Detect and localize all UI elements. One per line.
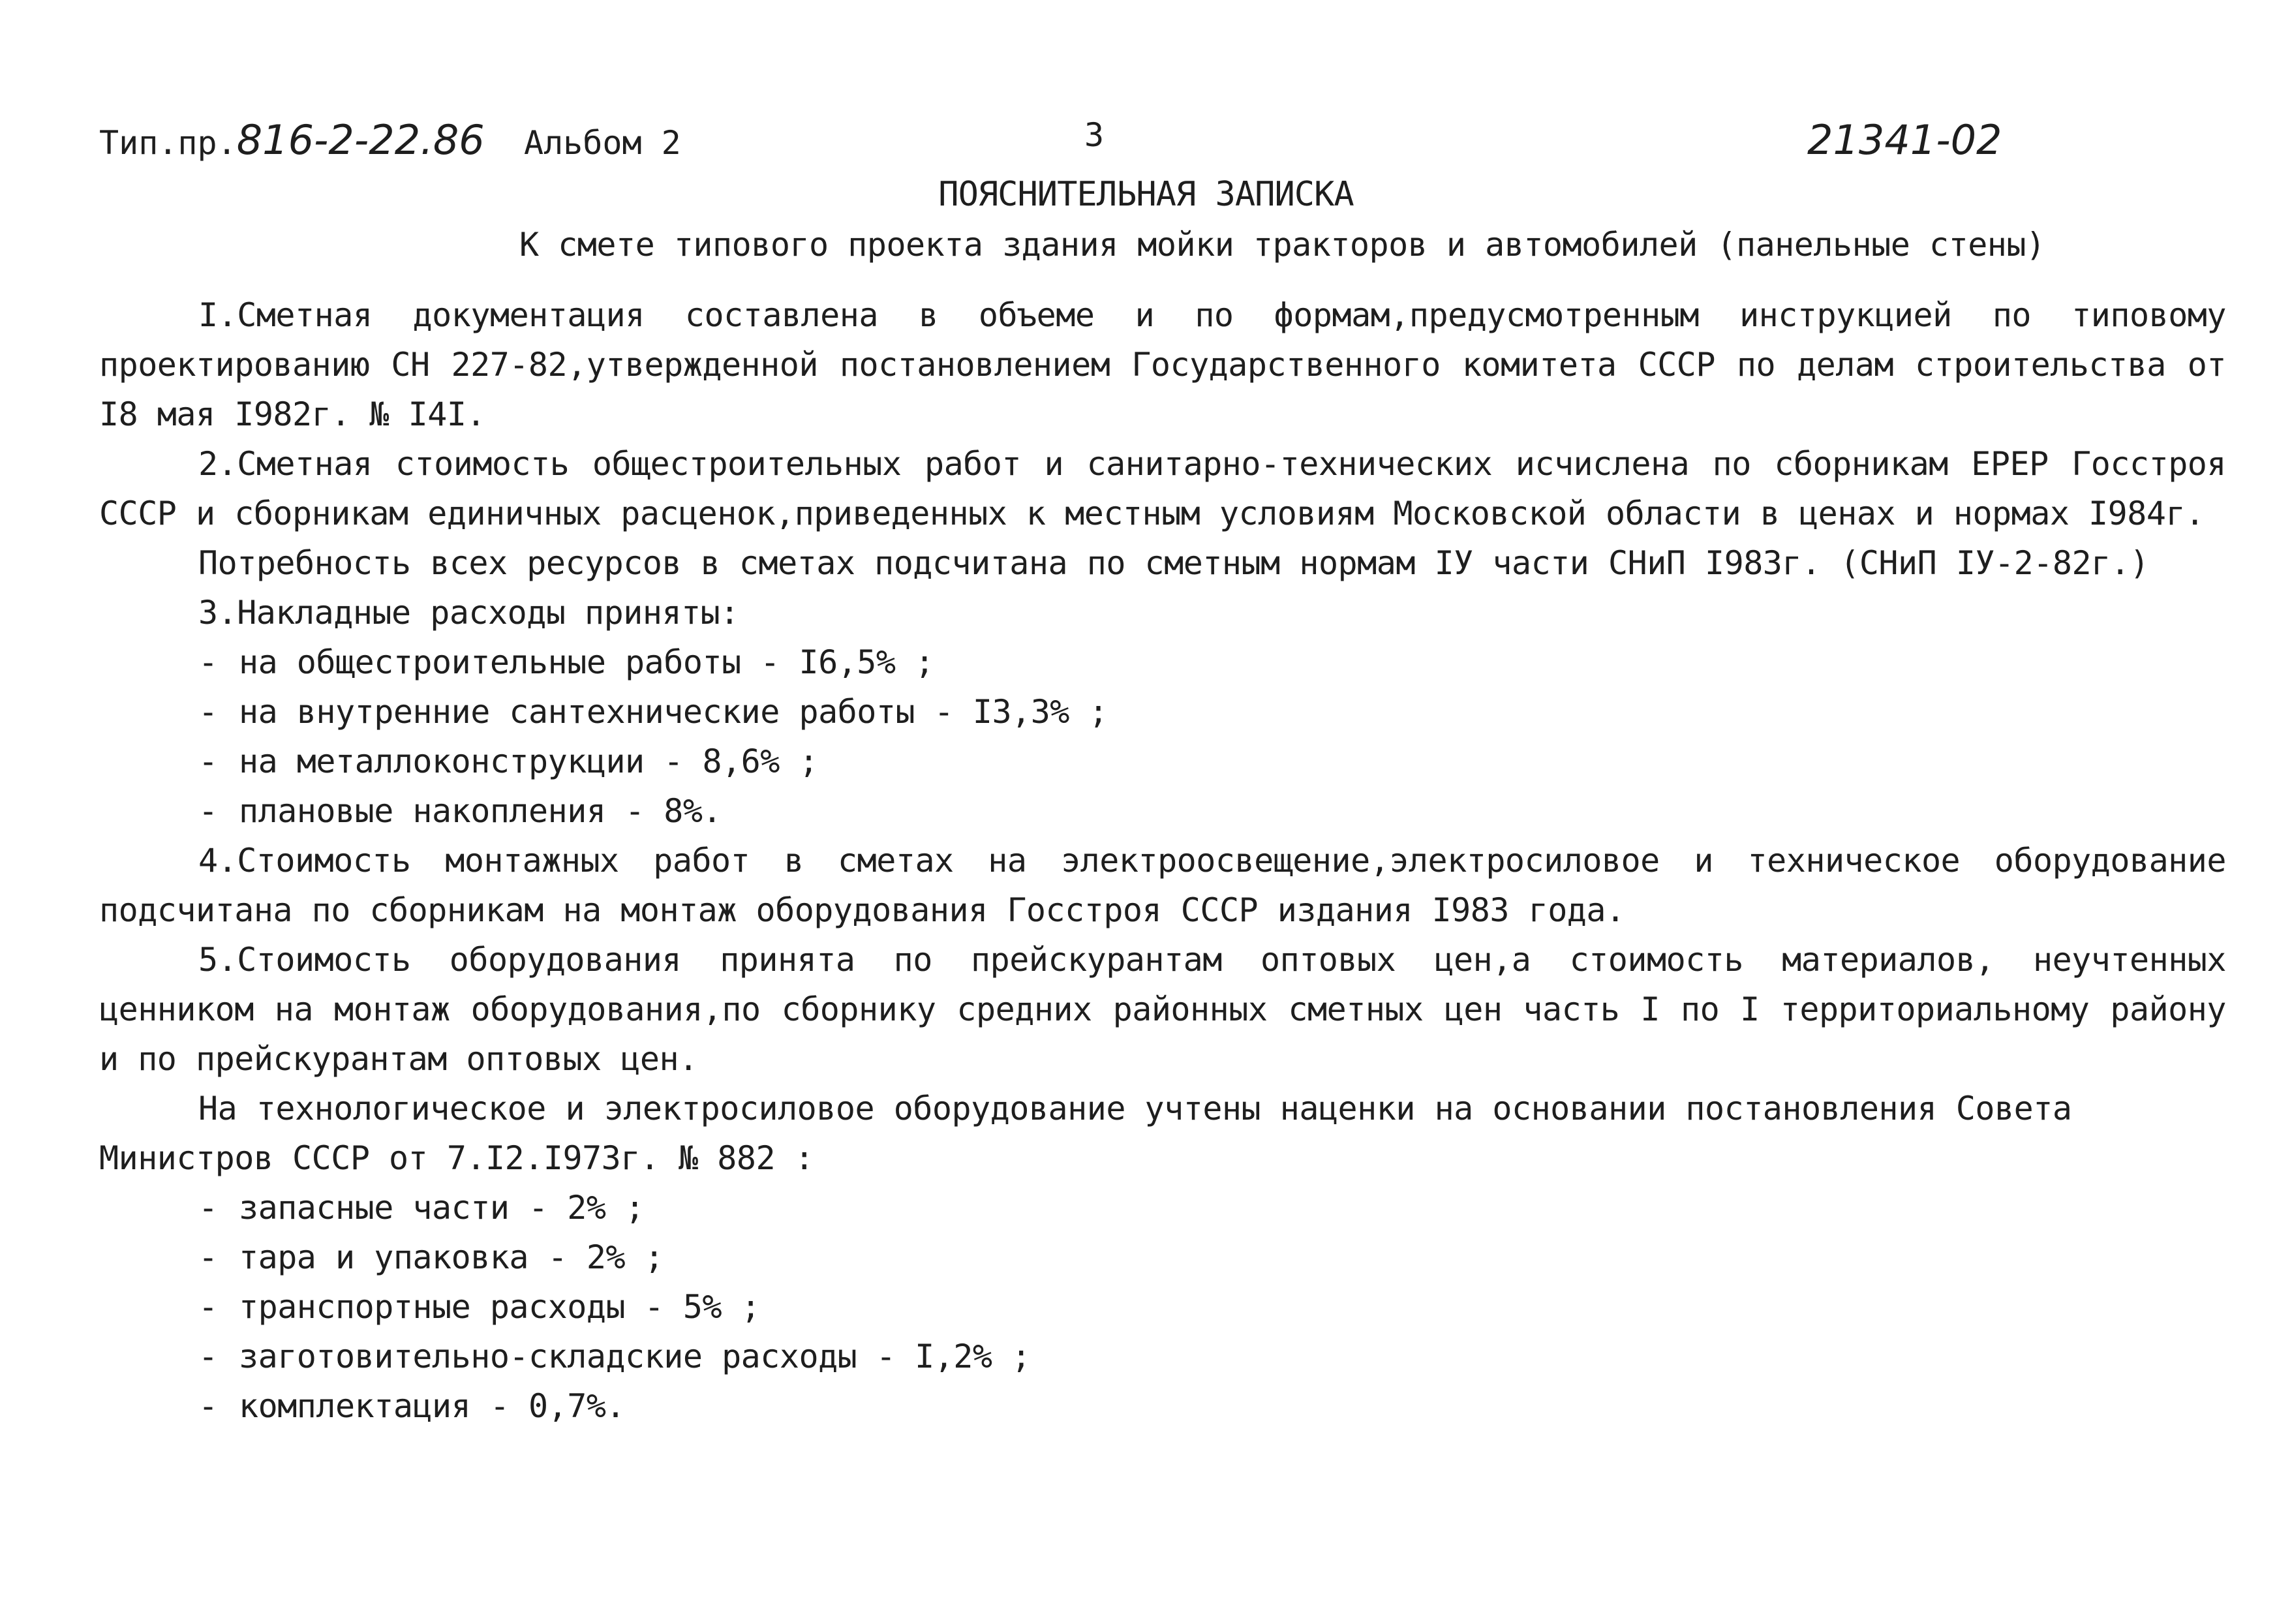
overhead-list	[99, 637, 2226, 836]
paragraph-5: 5.Стоимость оборудования принята по прейскурантам оптовых цен,а стоимость материалов, неучтенных ценником на монтаж оборудования,по сборнику средних районных сметных цен часть I по I территориальному району и по прейскурантам оптовых цен.	[99, 941, 2226, 1078]
paragraph-3: 3.Накладные расходы приняты:	[198, 594, 739, 632]
list-item-text: запасные части - 2% ;	[239, 1189, 645, 1227]
list-item-text: транспортные расходы - 5% ;	[239, 1288, 761, 1326]
list-item	[99, 687, 2226, 737]
list-item	[99, 1183, 2226, 1233]
paragraph-6: На технологическое и электросиловое оборудование учтены наценки на основании постановления Совета Министров СССР от 7.I2.I973г. № 882 :	[99, 1090, 2072, 1177]
list-item-text: на внутренние сантехнические работы - I3,3% ;	[239, 693, 1108, 731]
bullet-dash: -	[198, 1387, 218, 1425]
document-subtitle: К смете типового проекта здания мойки тракторов и автомобилей (панельные стены)	[519, 226, 2045, 264]
header-album: Альбом 2	[523, 124, 681, 162]
list-item	[99, 637, 2226, 687]
list-item	[99, 737, 2226, 786]
paragraph-1: I.Сметная документация составлена в объеме и по формам,предусмотренным инструкцией по типовому проектированию СН 227-82,утвержденной постановлением Государственного комитета СССР по делам строительства от I8 мая I982г. № I4I.	[99, 296, 2226, 433]
bullet-dash: -	[198, 743, 218, 780]
list-item	[99, 1381, 2226, 1431]
paragraph-2b: Потребность всех ресурсов в сметах подсчитана по сметным нормам IУ части СНиП I983г. (СНиП IУ-2-82г.)	[198, 544, 2149, 582]
paragraph-4: 4.Стоимость монтажных работ в сметах на электроосвещение,электросиловое и техническое оборудование подсчитана по сборникам на монтаж оборудования Госстроя СССР издания I983 года.	[99, 842, 2226, 929]
document-title: ПОЯСНИТЕЛЬНАЯ ЗАПИСКА	[938, 175, 1354, 214]
bullet-dash: -	[198, 1189, 218, 1227]
bullet-dash: -	[198, 1338, 218, 1375]
list-item-text: заготовительно-складские расходы - I,2% ;	[239, 1338, 1031, 1375]
header-project	[99, 116, 681, 164]
header-doc-number: 21341-02	[1807, 116, 2002, 164]
list-item-text: на общестроительные работы - I6,5% ;	[239, 643, 934, 681]
list-item	[99, 1332, 2226, 1381]
paragraph-2: 2.Сметная стоимость общестроительных работ и санитарно-технических исчислена по сборникам ЕРЕР Госстроя СССР и сборникам единичных расценок,приведенных к местным условиям Московской области в ценах и нормах I984г.	[99, 445, 2226, 532]
list-item-text: на металлоконструкции - 8,6% ;	[239, 743, 819, 780]
markup-list	[99, 1183, 2226, 1431]
header-page-number: 3	[1084, 116, 1105, 154]
list-item-text: плановые накопления - 8%.	[239, 792, 722, 830]
document-body	[99, 290, 2226, 1431]
list-item	[99, 1233, 2226, 1282]
list-item-text: тара и упаковка - 2% ;	[239, 1238, 664, 1276]
bullet-dash: -	[198, 1288, 218, 1326]
list-item	[99, 1282, 2226, 1332]
list-item	[99, 786, 2226, 836]
bullet-dash: -	[198, 693, 218, 731]
header-prefix: Тип.пр.	[99, 124, 237, 162]
list-item-text: комплектация - 0,7%.	[239, 1387, 626, 1425]
bullet-dash: -	[198, 643, 218, 681]
bullet-dash: -	[198, 1238, 218, 1276]
bullet-dash: -	[198, 792, 218, 830]
header-project-code: 816-2-22.86	[236, 116, 485, 164]
